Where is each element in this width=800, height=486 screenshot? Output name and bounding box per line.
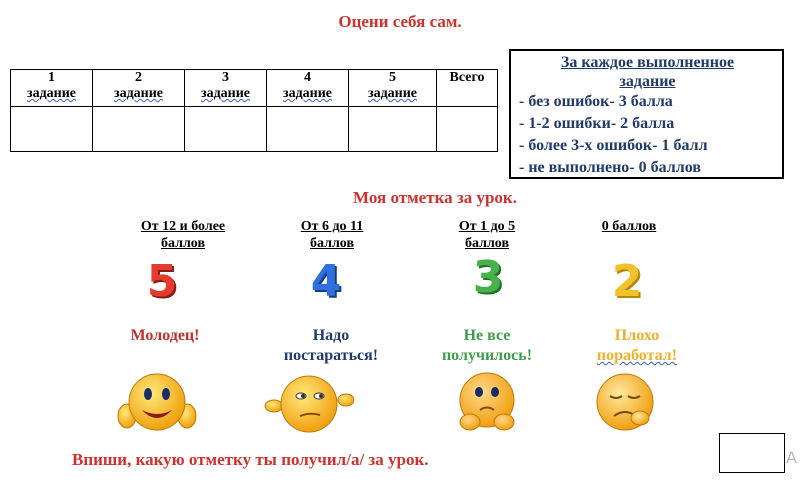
table-header: 2 задание (93, 70, 185, 107)
page-title: Оцени себя сам. (338, 12, 462, 31)
scoring-rules-box (509, 49, 784, 179)
grade-3: 3 (472, 252, 504, 303)
grade-range-4: От 6 до 11 баллов (300, 219, 364, 251)
rules-heading: За каждое выполненное (560, 54, 735, 71)
praise-3: Не все получилось! (441, 327, 533, 364)
table-header: 4 задание (267, 70, 349, 107)
corner-mark: A (786, 448, 797, 467)
grade-range-2: 0 баллов (601, 219, 657, 234)
thinking-smiley-icon (264, 370, 354, 440)
upset-smiley-icon (580, 368, 670, 438)
grade-range-3: От 1 до 5 баллов (458, 219, 516, 251)
praise-4: Надо постараться! (283, 327, 379, 364)
table-cell (437, 107, 498, 152)
instruction-text: Впиши, какую отметку ты получил/а/ за урок. (72, 450, 429, 469)
section-title: Моя отметка за урок. (353, 188, 517, 207)
table-header: 5 задание (349, 70, 437, 107)
table-header: 1 задание (11, 70, 93, 107)
praise-5: Молодец! (130, 327, 200, 344)
score-table (10, 69, 498, 152)
rule-item: - не выполнено- 0 баллов (519, 159, 701, 176)
table-cell (267, 107, 349, 152)
rules-heading: задание (619, 73, 676, 90)
table-header-total: Всего (437, 70, 498, 107)
grade-range-5: От 12 и более баллов (140, 219, 226, 251)
grade-2: 2 (611, 256, 643, 307)
table-cell (93, 107, 185, 152)
grade-4: 4 (310, 256, 342, 307)
happy-smiley-icon (112, 368, 202, 438)
rule-item: - без ошибок- 3 балла (519, 93, 673, 110)
table-cell (11, 107, 93, 152)
rule-item: - 1-2 ошибки- 2 балла (519, 115, 675, 132)
table-cell (349, 107, 437, 152)
rule-item: - более 3-х ошибок- 1 балл (519, 137, 708, 154)
grade-5: 5 (146, 256, 178, 307)
table-header: 3 задание (185, 70, 267, 107)
table-cell (185, 107, 267, 152)
grade-answer-box[interactable] (719, 433, 785, 473)
sad-smiley-icon (442, 368, 532, 438)
praise-2: Плохо поработал! (596, 327, 678, 364)
